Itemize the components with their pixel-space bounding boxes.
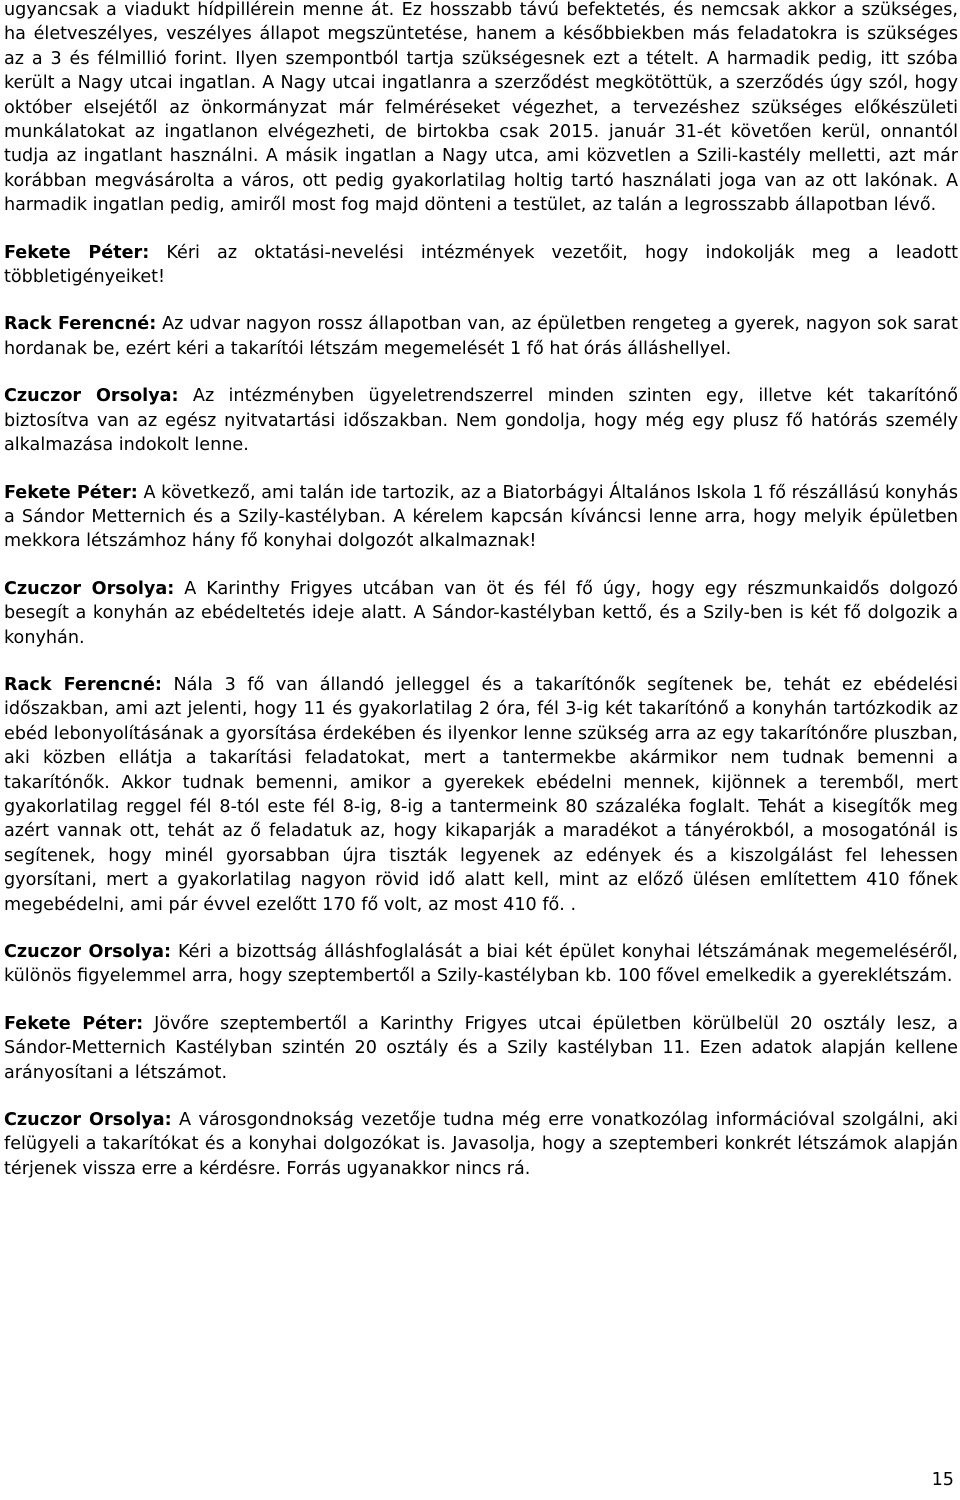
paragraph-speech xyxy=(4,1012,958,1085)
paragraph-gap xyxy=(4,289,958,312)
paragraph-speech xyxy=(4,312,958,361)
paragraph-text: Kéri a bizottság álláshfoglalását a biai két épület konyhai létszámának megemeléséről, különös figyelemmel arra, hogy szeptembertől a Szily-kastélyban kb. 100 fővel emelkedik a gyereklétszám. xyxy=(4,942,958,987)
paragraph-gap xyxy=(4,650,958,673)
paragraph-gap xyxy=(4,1085,958,1108)
speaker-name: Fekete Péter: xyxy=(4,1013,144,1034)
speaker-name: Fekete Péter: xyxy=(4,482,138,503)
paragraph-text: A következő, ami talán ide tartozik, az a Biatorbágyi Általános Iskola 1 fő részállású konyhás a Sándor Metternich és a Szily-kastélyban. A kérelem kapcsán kíváncsi lenne arra, hogy melyik épületben mekkora létszámhoz hány fő konyhai dolgozót alkalmaznak! xyxy=(4,482,959,552)
page-number: 15 xyxy=(931,1470,954,1490)
speaker-name: Czuczor Orsolya: xyxy=(4,578,175,599)
paragraph-text: Jövőre szeptembertől a Karinthy Frigyes utcai épületben körülbelül 20 osztály lesz, a Sándor-Metternich Kastélyban szintén 20 osztály és a Szily kastélyban 11. Ezen adatok alapján kellene arányosítani a létszámot. xyxy=(4,1013,958,1083)
paragraph-text: Kéri az oktatási-nevelési intézmények vezetőit, hogy indokolják meg a leadott többletigényeiket! xyxy=(4,242,958,288)
speaker-name: Rack Ferencné: xyxy=(4,674,162,695)
paragraph-text: A Karinthy Frigyes utcában van öt és fél fő úgy, hogy egy részmunkaidős dolgozó besegít a konyhán az ebédeltetés ideje alatt. A Sándor-kastélyban kettő, és a Szily-ben is két fő dolgozik a konyhán. xyxy=(4,578,958,648)
speaker-name: Czuczor Orsolya: xyxy=(4,1110,172,1131)
paragraph-text: ugyancsak a viadukt hídpillérein menne át. Ez hosszabb távú befektetés, és nemcsak akkor a szükséges, ha életveszélyes, veszélyes állapot megszüntetése, hanem a későbbiekben más feladatokra is szükséges az a 3 és félmillió forint. Ilyen szempontból tartja szükségesnek ezt a tételt. A harmadik pedig, itt szóba került a Nagy utcai ingatlan. A Nagy utcai ingatlanra a szerződést megkötöttük, a szerződés úgy szól, hogy október elsejétől az önkormányzat már felméréseket végezhet, a tervezéshez szükséges előkészületi munkálatokat az ingatlanon elvégezheti, de birtokba csak 2015. január 31-ét követően kerül, onnantól tudja az ingatlant használni. A másik ingatlan a Nagy utca, ami közvetlen a Szili-kastély melletti, azt már korábban megvásárolta a város, ott pedig gyakorlatilag holtig tartó használati joga van az ott lakónak. A harmadik ingatlan pedig, amiről most fog majd dönteni a testület, az talán a legrosszabb állapotban lévő. xyxy=(4,0,958,216)
paragraph-speech xyxy=(4,241,958,290)
paragraph-intro xyxy=(4,0,958,218)
speaker-name: Czuczor Orsolya: xyxy=(4,386,179,407)
paragraph-gap xyxy=(4,361,958,384)
paragraph-speech xyxy=(4,673,958,917)
paragraph-text: Az udvar nagyon rossz állapotban van, az épületben rengeteg a gyerek, nagyon sok sarat hordanak be, ezért kéri a takarítói létszám megemelését 1 fő hat órás álláshellyel. xyxy=(4,314,958,359)
speaker-name: Czuczor Orsolya: xyxy=(4,942,172,962)
paragraph-gap xyxy=(4,917,958,940)
paragraph-speech xyxy=(4,1108,958,1181)
paragraph-text: Nála 3 fő van állandó jelleggel és a takarítónők segítenek be, tehát ez ebédelési időszakban, ami azt jelenti, hogy 11 és gyakorlatilag 2 óra, fél 3-ig két takarítónő a konyhán tartózkodik az ebéd lebonyolításának a gyorsítása érdekében és ilyenkor lenne szükség arra az egy takarítónőre pluszban, aki közben ellátja a takarítási feladatokat, mert a tantermekbe akármikor nem tudnak bemenni a takarítónők. Akkor tudnak bemenni, amikor a gyerekek ebédelni mennek, kijönnek a teremből, mert gyakorlatilag reggel fél 8-tól este fél 8-ig, 8-ig a tantermeink 80 százaléka foglalt. Tehát a kisegítők meg azért vannak ott, tehát az ő feladatuk az, hogy kikaparják a maradékot a tányérokból, a mosogatónál is segítenek, hogy minél gyorsabban újra tiszták legyenek az edények és a kiszolgálást fel lehessen gyorsítani, mert a gyakorlatilag nagyon rövid idő alatt kell, mint az előző ülésen említettem 410 főnek megebédelni, ami pár évvel ezelőtt 170 fő volt, az most 410 fő. . xyxy=(4,674,958,915)
paragraph-gap xyxy=(4,218,958,241)
paragraph-text: Az intézményben ügyeletrendszerrel minden szinten egy, illetve két takarítónő biztosítva van az egész nyitvatartási időszakban. Nem gondolja, hogy még egy plusz fő hatórás személy alkalmazása indokolt lenne. xyxy=(4,386,958,456)
paragraph-gap xyxy=(4,989,958,1012)
speaker-name: Fekete Péter: xyxy=(4,242,150,263)
paragraph-gap xyxy=(4,554,958,577)
paragraph-text: A városgondnokság vezetője tudna még erre vonatkozólag információval szolgálni, aki felügyeli a takarítókat és a konyhai dolgozókat is. Javasolja, hogy a szeptemberi konkrét létszámok alapján térjenek vissza erre a kérdésre. Forrás ugyanakkor nincs rá. xyxy=(4,1110,958,1179)
speaker-name: Rack Ferencné: xyxy=(4,314,157,335)
paragraph-speech xyxy=(4,481,958,554)
paragraph-speech xyxy=(4,940,958,989)
paragraph-gap xyxy=(4,458,958,481)
paragraph-speech xyxy=(4,384,958,457)
paragraph-speech xyxy=(4,577,958,650)
